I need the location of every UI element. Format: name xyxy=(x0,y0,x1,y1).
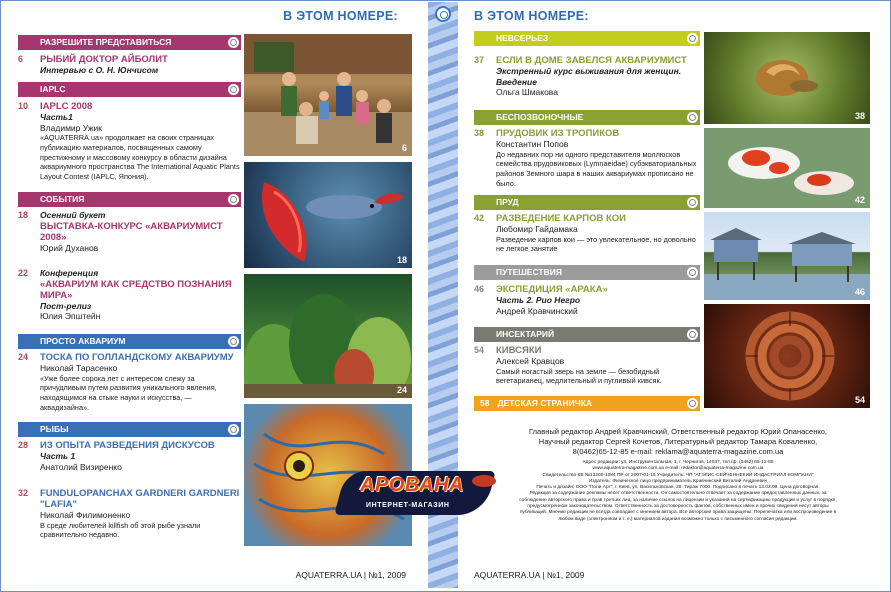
article-subtitle: Экстренный курс выживания для женщин. Введение xyxy=(496,66,682,87)
article-author: Алексей Кравцов xyxy=(496,356,565,366)
photo-page-number: 6 xyxy=(401,143,407,153)
section-pond: ПРУД xyxy=(474,195,700,210)
article-title: IAPLC 2008 xyxy=(40,101,93,112)
article-author: Николай Тарасенко xyxy=(40,363,118,373)
toc-entry[interactable] xyxy=(18,440,242,472)
page-number: 28 xyxy=(18,440,29,450)
imprint-small-text: www.aquaterra-magazine.com.ua e-mail: redaktor@aquaterra-magazine.com.ua xyxy=(592,466,764,472)
footer-left: AQUATERRA.UA | №1, 2009 xyxy=(295,570,406,580)
magazine-logo-icon xyxy=(228,194,239,205)
page-number: 58 xyxy=(480,398,490,408)
fish-icon xyxy=(472,475,496,487)
section-not-serious: НЕВСЕРЬЕЗ xyxy=(474,31,700,46)
article-title: ТОСКА ПО ГОЛЛАНДСКОМУ АКВАРИУМУ xyxy=(40,352,234,363)
page-number: 24 xyxy=(18,352,29,362)
article-description: «AQUATERRA.ua» продолжает на своих страницах публикацию материалов, посвященных самому престижному и массовому конкурсу в области дизайна аквариумного пространства The International Aquatic Plants Layout Contest (IAPLC, Япония). xyxy=(40,133,240,182)
section-introduce: РАЗРЕШИТЕ ПРЕДСТАВИТЬСЯ xyxy=(18,35,241,50)
imprint-block xyxy=(474,427,882,523)
photo-page-number: 24 xyxy=(396,385,407,395)
article-title: «АКВАРИУМ КАК СРЕДСТВО ПОЗНАНИЯ МИРА» xyxy=(40,278,232,301)
imprint-small-text: Редакция за содержание рекламы несет ответственности. Он самостоятельно отвечает за содержание предоставленных данных, за xyxy=(529,491,827,497)
article-title: ЕСЛИ В ДОМЕ ЗАВЕЛСЯ АКВАРИУМИСТ xyxy=(496,55,687,66)
guppy-photo xyxy=(244,162,412,268)
page-number: 6 xyxy=(18,54,24,64)
logo-tagline: ИНТЕРНЕТ-МАГАЗИН xyxy=(366,502,450,509)
article-subtitle: Часть 2. Рио Негро xyxy=(496,295,581,305)
photo-page-number: 18 xyxy=(396,255,407,265)
article-subtitle: Пост-релиз xyxy=(40,300,92,311)
page-number: 32 xyxy=(18,488,29,498)
article-title: РАЗВЕДЕНИЕ КАРПОВ КОИ xyxy=(496,213,627,224)
photo-page-number: 54 xyxy=(854,395,865,405)
article-title: FUNDULOPANCHAX GARDNERI GARDNERI "LAFIA" xyxy=(40,488,240,510)
magazine-logo-icon xyxy=(228,336,239,347)
article-author: Владимир Ужик xyxy=(40,122,103,133)
photo-page-number: 46 xyxy=(854,287,865,297)
article-author: Константин Попов xyxy=(496,139,569,149)
article-kicker: Конференция xyxy=(40,268,99,278)
section-kids-page[interactable]: 58 ДЕТСКАЯ СТРАНИЧКА xyxy=(474,396,700,411)
page-number: 42 xyxy=(474,213,485,223)
article-description: Самый ногастый зверь на земле — безобидный вегетарианец, медлительный и пугливый кивсяк. xyxy=(496,366,662,386)
toc-entry[interactable] xyxy=(18,210,242,253)
magazine-logo-icon xyxy=(687,267,698,278)
footer-right: AQUATERRA.UA | №1, 2009 xyxy=(474,570,585,580)
imprint-small-text: Свидетельство КВ №13200-1084 ПР от 2007-01-15 Учредитель: ЧП "АТЭЛИС-СЕЙЧЕННЕКИЙ ИНДАСТРИАЛ КОМПАНИ" xyxy=(542,472,814,478)
imprint-small-text: соблюдение авторского права и прав третьих лиц, за наличие ссылок на лицензии и указаний на сертификацию продукции и услуг в порядке, xyxy=(519,497,837,503)
article-title: ВЫСТАВКА-КОНКУРС «АКВАРИУМИСТ 2008» xyxy=(40,220,223,243)
magazine-logo-icon xyxy=(687,398,698,409)
magazine-logo-icon xyxy=(687,112,698,123)
toc-entry[interactable] xyxy=(474,213,702,254)
page-number: 46 xyxy=(474,284,485,294)
page-number: 22 xyxy=(18,268,29,278)
section-invertebrates: БЕСПОЗВОНОЧНЫЕ xyxy=(474,110,700,125)
toc-entry[interactable] xyxy=(474,345,702,386)
page-number: 10 xyxy=(18,101,29,111)
imprint-small-text: Печать и дизайн: ООО "Поли Арт", г. Киев, ул. Васильковская, 28. Тираж 7000. Подписано в печать 13.03.09. Цена договорная. xyxy=(536,485,820,491)
imprint-small-text: публикаций. Мнение редакции не всегда совпадает с мнением автора. Все авторские права защищены. Перепечатка или воспроизведение в xyxy=(519,510,837,516)
magazine-logo-icon xyxy=(228,84,239,95)
logo-wordmark: АРОВАНА xyxy=(360,474,464,496)
imprint-editor-line: Научный редактор Сергей Кочетов, Литературный редактор Тамара Коваленко, xyxy=(538,437,818,446)
article-author: Андрей Кравчинский xyxy=(496,305,578,316)
article-author: Ольга Шмакова xyxy=(496,87,558,97)
article-author: Анатолий Визиренко xyxy=(40,461,122,472)
houses-illustration xyxy=(704,212,870,300)
article-title: ПРУДОВИК ИЗ ТРОПИКОВ xyxy=(496,128,620,139)
article-title: РЫБИЙ ДОКТОР АЙБОЛИТ xyxy=(40,54,168,65)
page-number: 18 xyxy=(18,210,29,220)
toc-entry[interactable] xyxy=(474,128,702,189)
article-subtitle: Интервью с О. Н. Юнчисом xyxy=(40,65,159,75)
article-subtitle: Часть1 xyxy=(40,112,73,122)
photo-page-number: 42 xyxy=(854,195,865,205)
section-events: СОБЫТИЯ xyxy=(18,192,241,207)
aquarium-plants-photo xyxy=(244,274,412,398)
arowana-shop-logo[interactable] xyxy=(340,465,498,521)
koi-photo xyxy=(704,128,870,208)
imprint-small-text: Адрес редакции: ул. Инструментальная, 1, г. Чернигов, 14037, тел./ф. (0462) 65-12-85 xyxy=(582,460,774,465)
section-fish: РЫБЫ xyxy=(18,422,241,437)
imprint-contact-line: 8(0462)65-12-85 e-mail: reklama@aquaterra-magazine.com.ua xyxy=(572,447,784,456)
magazine-logo-icon xyxy=(435,6,451,22)
magazine-logo-icon xyxy=(228,37,239,48)
imprint-small-text: предусмотренном законодательством. Ответственность за достоверность фактов, собственных имен и прочих сведений несут авторы xyxy=(527,504,829,510)
page-number: 38 xyxy=(474,128,485,138)
guppy-illustration xyxy=(244,162,412,268)
article-author: Николай Филимоненко xyxy=(40,510,131,520)
toc-entry[interactable] xyxy=(18,268,242,322)
page-number: 37 xyxy=(474,55,485,65)
article-description: В среде любителей killfish об этой рыбе узнали сравнительно недавно. xyxy=(40,520,201,540)
photo-page-number: 38 xyxy=(854,111,865,121)
article-kicker: Осенний букет xyxy=(40,210,106,220)
koi-illustration xyxy=(704,128,870,208)
snail-illustration xyxy=(704,32,870,124)
toc-entry[interactable] xyxy=(474,55,702,98)
article-title: ИЗ ОПЫТА РАЗВЕДЕНИЯ ДИСКУСОВ xyxy=(40,440,215,451)
article-author: Юрий Духанов xyxy=(40,242,99,253)
river-houses-photo xyxy=(704,212,870,300)
imprint-small-text: Издатель: Физическое лицо предприниматель Кравчинский Виталий Андреевич xyxy=(588,478,768,484)
toc-entry[interactable] xyxy=(18,54,242,76)
article-author: Юлия Эпштейн xyxy=(40,311,101,321)
section-just-aquarium: ПРОСТО АКВАРИУМ xyxy=(18,334,241,349)
magazine-logo-icon xyxy=(687,197,698,208)
issue-title-left: В ЭТОМ НОМЕРЕ: xyxy=(283,9,398,23)
toc-entry[interactable] xyxy=(18,101,242,182)
family-photo xyxy=(244,34,412,156)
article-description: До недавних пор ни одного представителя моллюсков семейства прудовиковых (Lymnaeidae) субэкваториальных районов Земного шара в наших аквариумах прописано не было. xyxy=(496,149,697,188)
article-subtitle: Часть 1 xyxy=(40,451,76,461)
millipede-photo xyxy=(704,304,870,408)
family-illustration xyxy=(244,34,412,156)
page-number: 54 xyxy=(474,345,485,355)
toc-entry[interactable] xyxy=(474,284,702,316)
article-description: «Уже более сорока лет с интересом слежу за причудливым путем развития уникального явления, находящимся на стыке науки и искусства, — аквадизайна». xyxy=(40,373,217,412)
millipede-illustration xyxy=(704,304,870,408)
section-iaplc: IAPLC xyxy=(18,82,241,97)
toc-entry[interactable] xyxy=(18,352,242,413)
article-author: Любомир Гайдамака xyxy=(496,224,578,234)
article-title: ЭКСПЕДИЦИЯ «АРАКА» xyxy=(496,284,608,295)
issue-title-right: В ЭТОМ НОМЕРЕ: xyxy=(474,9,589,23)
article-description: Разведение карпов кои — это увлекательное, но довольно не легкое занятие xyxy=(496,234,696,254)
magazine-logo-icon xyxy=(687,329,698,340)
snail-photo xyxy=(704,32,870,124)
toc-entry[interactable] xyxy=(18,488,242,540)
magazine-logo-icon xyxy=(228,424,239,435)
magazine-logo-icon xyxy=(687,33,698,44)
imprint-small-text: любом виде (электронном и т. п.) материалов издания возможно только с письменного согласия редакции. xyxy=(558,516,798,522)
article-title: КИВСЯКИ xyxy=(496,345,542,356)
plants-illustration xyxy=(244,274,412,398)
section-insectarium: ИНСЕКТАРИЙ xyxy=(474,327,700,342)
section-travel: ПУТЕШЕСТВИЯ xyxy=(474,265,700,280)
imprint-editor-line: Главный редактор Андрей Кравчинский, Ответственный редактор Юрий Опанасенко, xyxy=(529,427,827,436)
